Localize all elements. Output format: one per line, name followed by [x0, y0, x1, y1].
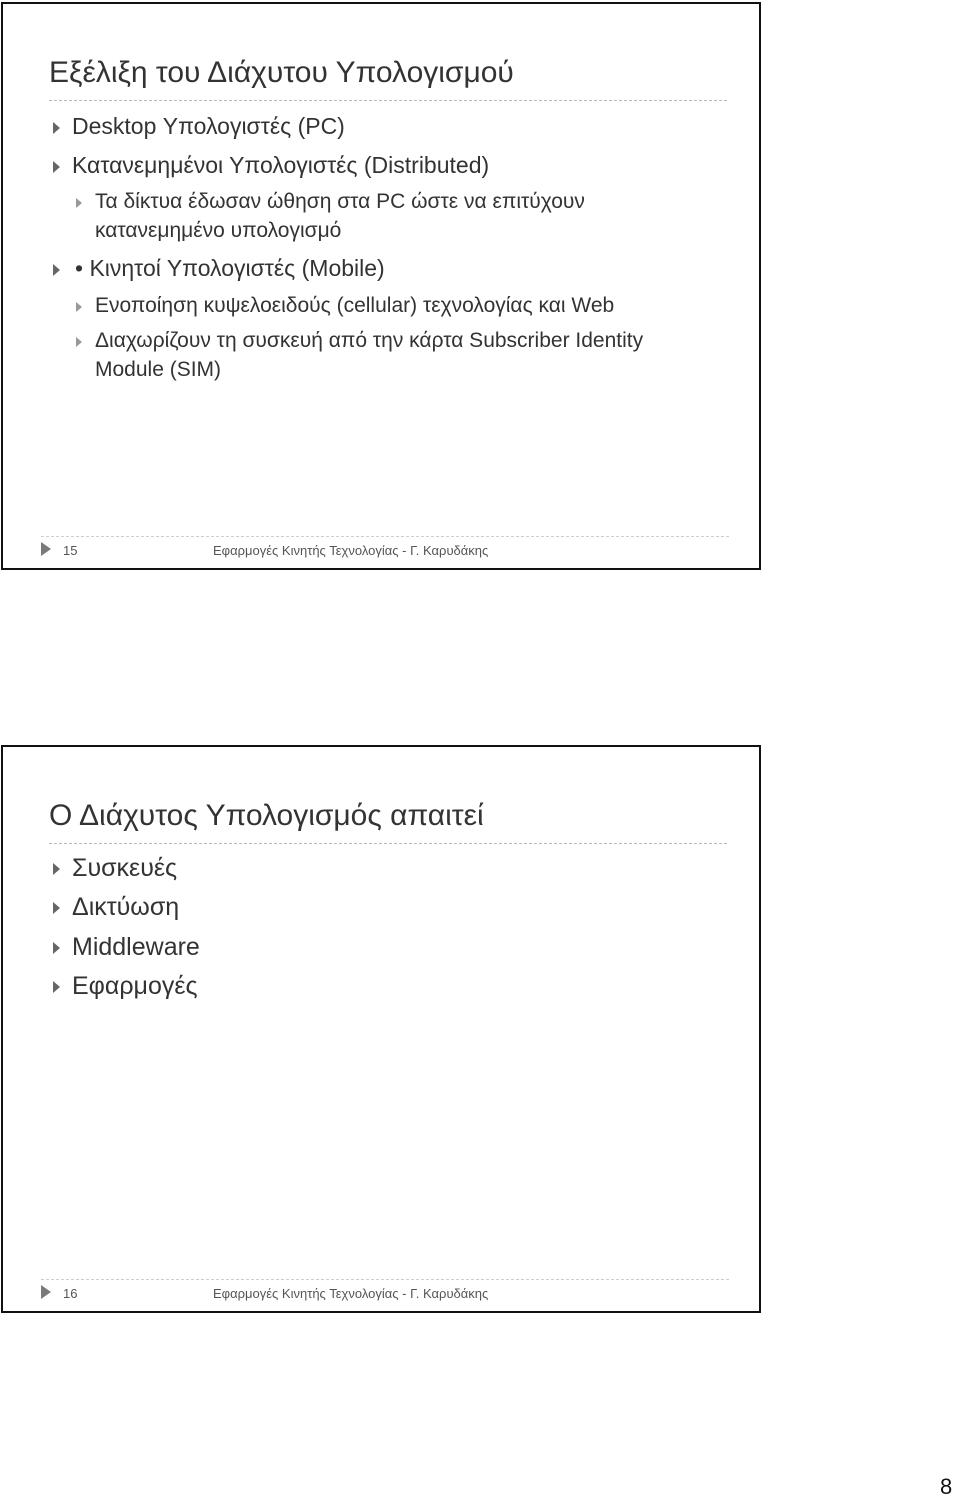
list-item: Middleware [72, 933, 200, 962]
list-item-continuation: Module (SIM) [95, 358, 222, 381]
slide-title: Εξέλιξη του Διάχυτου Υπολογισμού [49, 56, 514, 89]
bullet-arrow-icon [53, 863, 60, 875]
slide-footer [41, 536, 729, 559]
footer-arrow-icon [41, 1285, 51, 1299]
list-item: Κατανεμημένοι Υπολογιστές (Distributed) [72, 152, 489, 179]
bullet-list [3, 747, 759, 1311]
list-item-continuation: κατανεμημένο υπολογισμό [95, 219, 342, 242]
bullet-list [3, 4, 759, 568]
bullet-arrow-icon [53, 902, 60, 914]
slide-footer [41, 1279, 729, 1302]
footer-text: Εφαρμογές Κινητής Τεχνολογίας - Γ. Καρυδάκης [213, 543, 489, 558]
list-item: Δικτύωση [72, 893, 179, 922]
footer-arrow-icon [41, 542, 51, 556]
list-item: Συσκευές [72, 854, 177, 883]
bullet-arrow-icon [53, 264, 60, 276]
page-number: 8 [940, 1474, 953, 1499]
footer-text: Εφαρμογές Κινητής Τεχνολογίας - Γ. Καρυδάκης [213, 1286, 489, 1301]
list-item: • Κινητοί Υπολογιστές (Mobile) [75, 255, 385, 282]
bullet-arrow-icon [53, 981, 60, 993]
bullet-arrow-icon [76, 337, 82, 347]
list-item: Εφαρμογές [72, 972, 198, 1001]
bullet-arrow-icon [53, 122, 60, 134]
slide-number: 15 [63, 543, 78, 558]
slide-15 [1, 2, 761, 570]
list-item: Ενοποίηση κυψελοειδούς (cellular) τεχνολογίας και Web [95, 294, 614, 318]
bullet-arrow-icon [53, 942, 60, 954]
list-item: Διαχωρίζουν τη συσκευή από την κάρτα Subscriber Identity [95, 329, 643, 353]
slide-number: 16 [63, 1286, 78, 1301]
bullet-arrow-icon [76, 302, 82, 312]
slide-16 [1, 745, 761, 1313]
slide-title: Ο Διάχυτος Υπολογισμός απαιτεί [49, 799, 484, 832]
bullet-arrow-icon [76, 198, 82, 208]
list-item: Desktop Υπολογιστές (PC) [72, 113, 345, 140]
bullet-arrow-icon [53, 161, 60, 173]
list-item: Τα δίκτυα έδωσαν ώθηση στα PC ώστε να επιτύχουν [95, 190, 585, 214]
